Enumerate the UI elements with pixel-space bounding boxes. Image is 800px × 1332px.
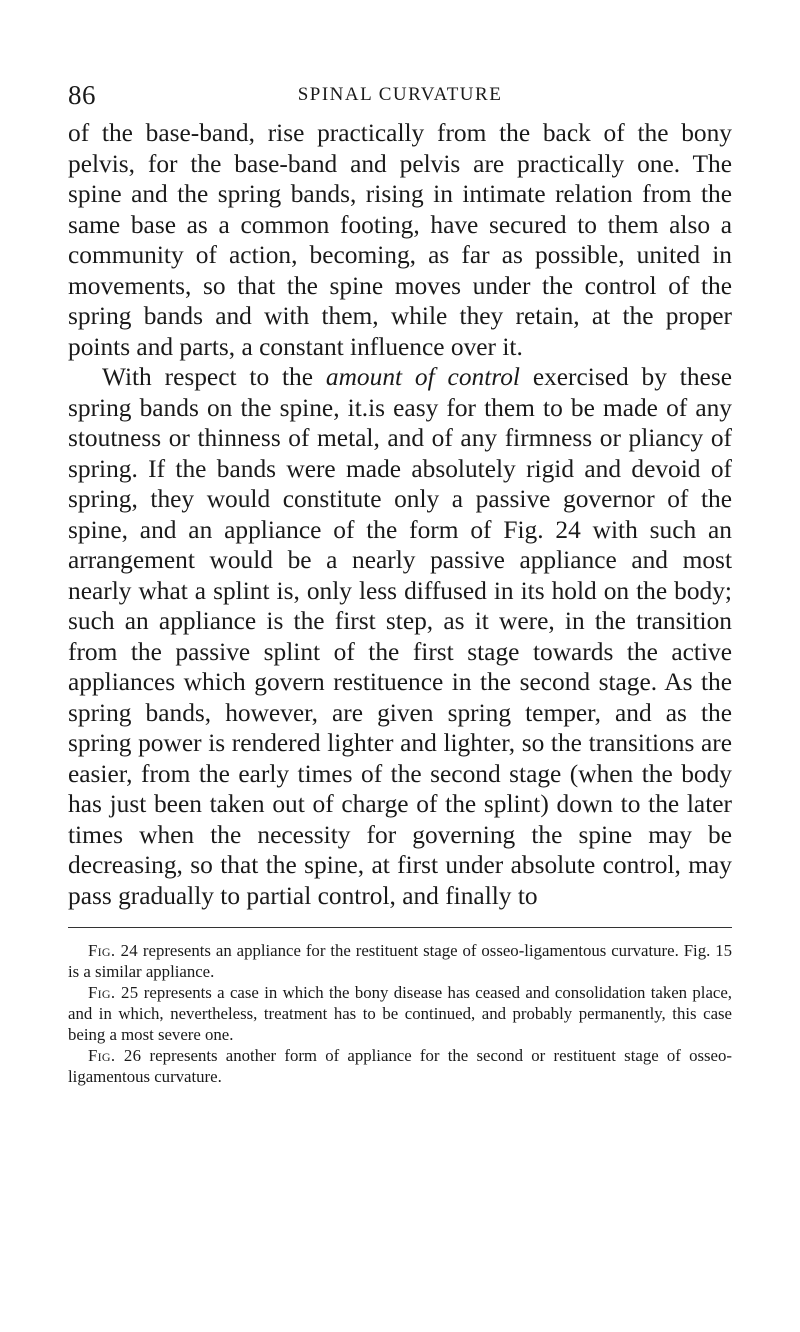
footnote-label: Fig. 24 [88,941,138,960]
running-title: SPINAL CURVATURE [297,84,503,105]
footnote-divider [68,927,732,928]
footnote-fig-24 [68,940,732,982]
footnote-fig-25 [68,982,732,1045]
paragraph-2 [68,362,732,911]
paragraph-2-lead: With respect to the [102,363,326,391]
book-page [68,70,732,1087]
footnote-label: Fig. 26 [88,1046,142,1065]
footnote-text: represents another form of appliance for the second or restituent stage of osseo-ligamentous curvature. [68,1046,732,1086]
page-header [68,70,732,110]
footnotes [68,940,732,1087]
footnote-fig-26 [68,1045,732,1087]
paragraph-2-emphasis: amount of control [325,363,520,391]
footnote-text: represents a case in which the bony disease has ceased and consolidation taken place, and in which, nevertheless, treatment has to be continued, and probably permanently, this case being a most severe one. [68,983,732,1044]
body-text [68,118,732,911]
paragraph-2-rest: exercised by these spring bands on the spine, it.is easy for them to be made of any stoutness or thinness of metal, and of any firmness or pliancy of spring. If the bands were made absolutely rigid and devoid of spring, they would constitute only a passive governor of the spine, and an appliance of the form of Fig. 24 with such an arrangement would be a nearly passive appliance and most nearly what a splint is, only less diffused in its hold on the body; such an appliance is the first step, as it were, in the transition from the passive splint of the first stage towards the active appliances which govern restituence in the second stage. As the spring bands, however, are given spring temper, and as the spring power is rendered lighter and lighter, so the transitions are easier, from the early times of the second stage (when the body has just been taken out of charge of the splint) down to the later times when the necessity for governing the spine may be decreasing, so that the spine, at first under absolute control, may pass gradually to partial control, and finally to [68,363,732,910]
footnote-label: Fig. 25 [88,983,139,1002]
paragraph-1: of the base-band, rise practically from the back of the bony pelvis, for the base-band and pelvis are practically one. The spine and the spring bands, rising in intimate relation from the same base as a common footing, have secured to them also a community of action, becoming, as far as possible, united in movements, so that the spine moves under the control of the spring bands and with them, while they retain, at the proper points and parts, a constant influence over it. [68,119,732,361]
page-number: 86 [68,80,96,110]
footnote-text: represents an appliance for the restituent stage of osseo-ligamentous curvature. Fig. 15 is a similar appliance. [68,941,732,981]
